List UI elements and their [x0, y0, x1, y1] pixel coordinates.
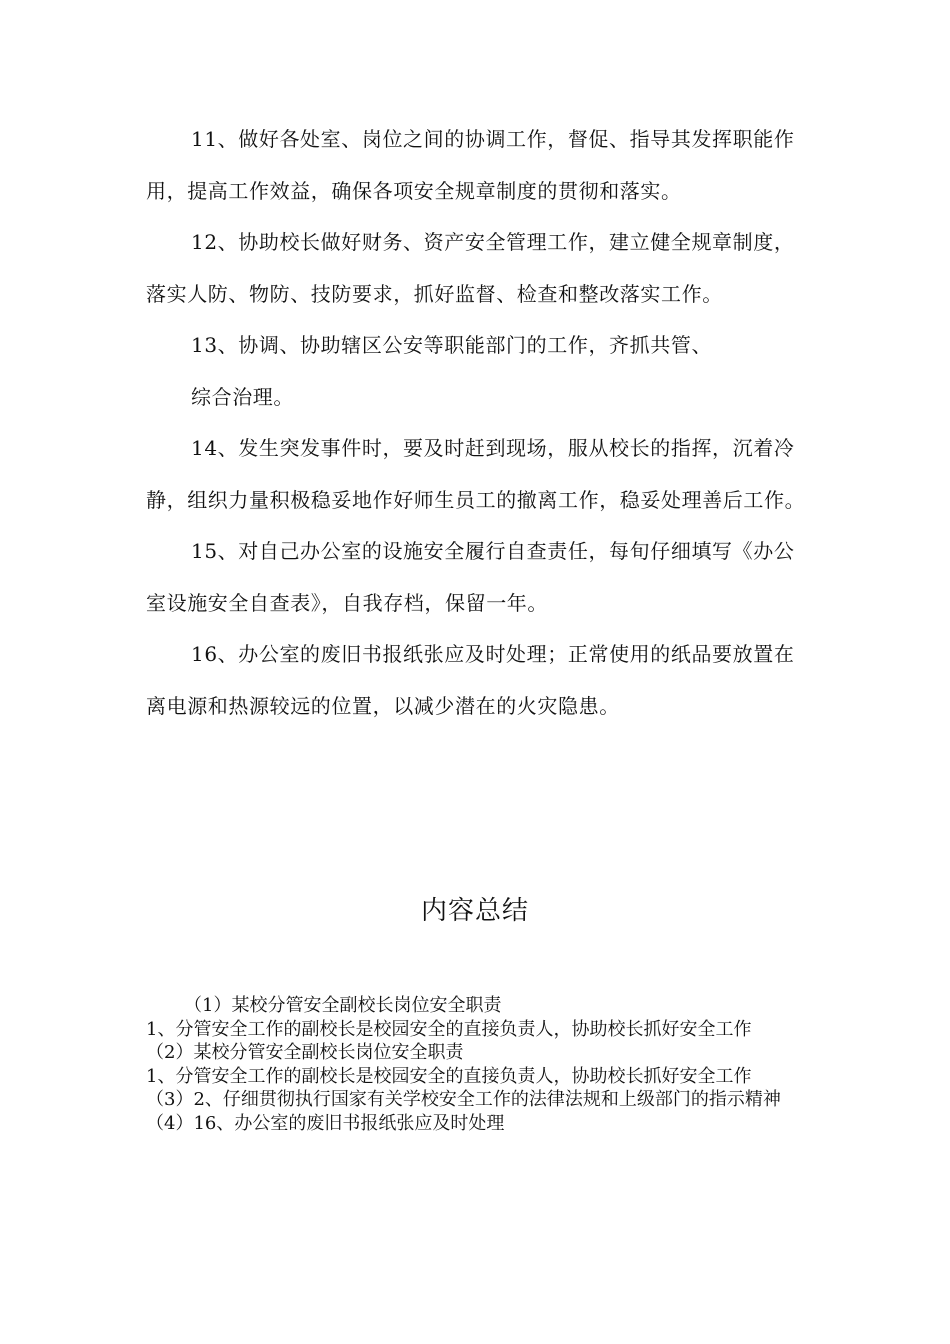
summary-line: （2）某校分管安全副校长岗位安全职责	[146, 1042, 464, 1063]
summary-line: 1、分管安全工作的副校长是校园安全的直接负责人，协助校长抓好安全工作	[146, 1018, 752, 1040]
summary-line: （4）16、办公室的废旧书报纸张应及时处理	[146, 1112, 505, 1134]
paragraph-12: 12、协助校长做好财务、资产安全管理工作，建立健全规章制度，落实人防、物防、技防要求，抓好监督、检查和整改落实工作。	[146, 230, 795, 306]
paragraph-13: 13、协调、协助辖区公安等职能部门的工作，齐抓共管、	[191, 333, 713, 357]
summary-line: （1）某校分管安全副校长岗位安全职责	[184, 995, 502, 1016]
paragraph-11: 11、做好各处室、岗位之间的协调工作，督促、指导其发挥职能作用，提高工作效益，确保各项安全规章制度的贯彻和落实。	[146, 127, 795, 203]
paragraph-14: 14、发生突发事件时，要及时赶到现场，服从校长的指挥，沉着冷静，组织力量积极稳妥地作好师生员工的撤离工作，稳妥处理善后工作。	[146, 436, 806, 512]
body-text	[146, 114, 806, 732]
paragraph-13-continued: 综合治理。	[191, 384, 294, 409]
summary-line: （3）2、仔细贯彻执行国家有关学校安全工作的法律法规和上级部门的指示精神	[146, 1089, 781, 1110]
paragraph-16: 16、办公室的废旧书报纸张应及时处理；正常使用的纸品要放置在离电源和热源较远的位置，以减少潜在的火灾隐患。	[146, 642, 795, 718]
summary-title: 内容总结	[420, 896, 529, 926]
paragraph-15: 15、对自己办公室的设施安全履行自查责任，每旬仔细填写《办公室设施安全自查表》，自我存档，保留一年。	[146, 539, 795, 615]
summary-line: 1、分管安全工作的副校长是校园安全的直接负责人，协助校长抓好安全工作	[146, 1065, 752, 1087]
summary-list	[146, 994, 811, 1135]
